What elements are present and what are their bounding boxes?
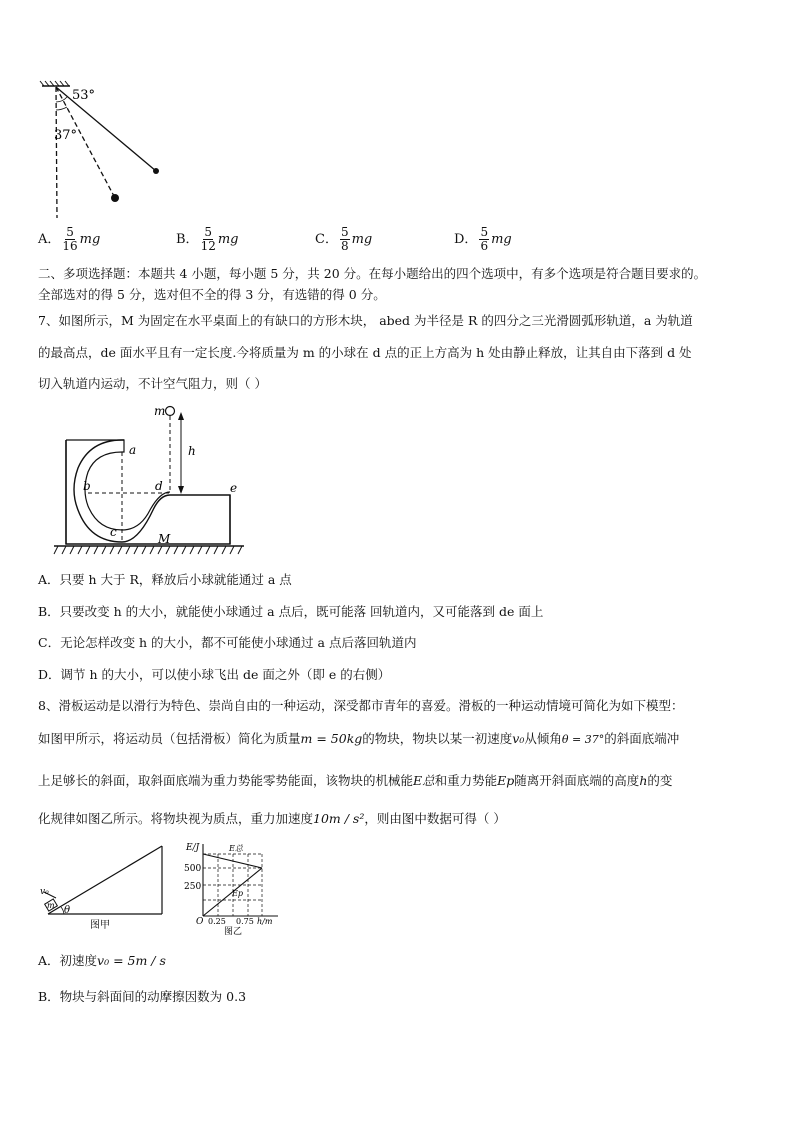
graph-tick-075: 0.75 (236, 917, 254, 926)
q8-line3: 上足够长的斜面，取斜面底端为重力势能零势能面，该物块的机械能E总和重力势能Ep随离开斜面底端的高度h的变 (38, 773, 673, 788)
angle-37-label: 37° (54, 128, 78, 143)
graph-origin: O (196, 917, 204, 927)
incline-caption: 图甲 (90, 920, 110, 931)
energy-graph (182, 840, 282, 936)
q7-option-c: C．无论怎样改变 h 的大小，都不可能使小球通过 a 点后落回轨道内 (38, 635, 417, 650)
label-b: b (83, 479, 91, 493)
q6-option-a: A． $\frac{5}{16}$ mg (38, 225, 101, 253)
incline-m-label: m (47, 901, 55, 910)
section2-line2: 全部选对的得 5 分，选对但不全的得 3 分，有选错的得 0 分。 (38, 287, 386, 302)
label-a: a (129, 443, 137, 457)
q6-option-c: C． $\frac{5}{8}$ mg (315, 225, 373, 253)
graph-tick-250: 250 (184, 882, 202, 892)
q8-line1: 8、滑板运动是以滑行为特色、崇尚自由的一种运动，深受都市青年的喜爱。滑板的一种运动情境可简化为如下模型： (38, 698, 684, 713)
label-M: M (158, 532, 171, 546)
q8-option-b: B．物块与斜面间的动摩擦因数为 0.3 (38, 989, 247, 1004)
q6-option-d: D． $\frac{5}{6}$ mg (454, 225, 512, 253)
q8-line4: 化规律如图乙所示。将物块视为质点，重力加速度10m / s²，则由图中数据可得（ ） (38, 811, 506, 826)
q7-line3: 切入轨道内运动，不计空气阻力，则（ ） (38, 376, 267, 391)
label-e: e (230, 481, 238, 495)
label-d: d (155, 479, 163, 493)
section2-line1: 二、多项选择题：本题共 4 小题，每小题 5 分，共 20 分。在每小题给出的四个选项中，有多个选项是符合题目要求的。 (38, 266, 707, 281)
incline-theta-label: θ (64, 905, 71, 916)
graph-tick-500: 500 (184, 864, 202, 874)
q7-option-d: D．调节 h 的大小，可以使小球飞出 de 面之外（即 e 的右侧） (38, 667, 391, 682)
q7-option-a: A．只要 h 大于 R，释放后小球就能通过 a 点 (38, 572, 292, 587)
graph-y-label: E/J (186, 843, 200, 853)
q7-line2: 的最高点，de 面水平且有一定长度.今将质量为 m 的小球在 d 点的正上方高为 h 处由静止释放，让其自由下落到 d 处 (38, 345, 692, 360)
graph-etotal-label: E总 (229, 844, 243, 853)
q7-line1: 7、如图所示，M 为固定在水平桌面上的有缺口的方形木块， abed 为半径是 R 的四分之三光滑圆弧形轨道，a 为轨道 (38, 313, 693, 328)
q8-line2: 如图甲所示，将运动员（包括滑板）简化为质量m = 50kg的物块，物块以某一初速度v₀从倾角θ = 37°的斜面底端冲 (38, 731, 680, 746)
q6-option-b: B． $\frac{5}{12}$ mg (176, 225, 239, 253)
pendulum-figure (36, 80, 176, 220)
q8-option-a: A．初速度v₀ = 5m / s (38, 953, 166, 968)
incline-figure (38, 842, 170, 932)
label-c: c (110, 525, 117, 539)
track-figure (50, 400, 250, 560)
angle-53-label: 53° (72, 88, 96, 103)
q7-option-b: B．只要改变 h 的大小，就能使小球通过 a 点后，既可能落 回轨道内，又可能落到 de 面上 (38, 604, 544, 619)
graph-tick-025: 0.25 (208, 917, 226, 926)
incline-v0-label: v₀ (40, 887, 49, 897)
graph-ep-label: Ep (232, 889, 243, 898)
label-h: h (188, 444, 196, 458)
graph-x-label: h/m (257, 917, 273, 926)
label-m: m (154, 404, 166, 418)
graph-caption: 图乙 (224, 927, 243, 936)
